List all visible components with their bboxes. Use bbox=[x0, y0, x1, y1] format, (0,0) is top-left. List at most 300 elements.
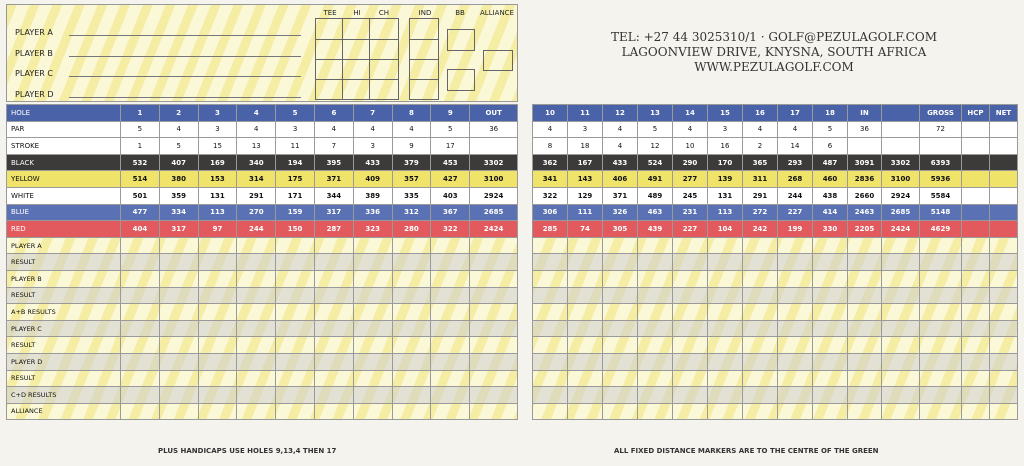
score-cell[interactable] bbox=[990, 337, 1018, 354]
score-cell[interactable] bbox=[673, 237, 708, 254]
score-cell[interactable] bbox=[813, 403, 848, 420]
score-cell[interactable] bbox=[962, 403, 990, 420]
score-cell[interactable] bbox=[198, 320, 237, 337]
score-cell[interactable] bbox=[533, 370, 568, 387]
score-cell[interactable] bbox=[848, 287, 882, 304]
score-cell[interactable] bbox=[778, 287, 813, 304]
score-cell[interactable] bbox=[778, 237, 813, 254]
player-d-line[interactable] bbox=[69, 97, 301, 98]
score-cell[interactable] bbox=[708, 353, 743, 370]
score-cell[interactable] bbox=[276, 287, 315, 304]
score-cell[interactable] bbox=[237, 353, 276, 370]
score-cell[interactable] bbox=[353, 270, 392, 287]
score-cell[interactable] bbox=[568, 353, 603, 370]
score-cell[interactable] bbox=[159, 287, 198, 304]
score-cell[interactable] bbox=[990, 287, 1018, 304]
score-cell[interactable] bbox=[470, 254, 518, 271]
score-cell[interactable] bbox=[237, 387, 276, 404]
score-cell[interactable] bbox=[882, 237, 920, 254]
score-cell[interactable] bbox=[159, 304, 198, 321]
score-cell[interactable] bbox=[533, 287, 568, 304]
score-cell[interactable] bbox=[314, 387, 353, 404]
score-cell[interactable] bbox=[708, 337, 743, 354]
score-cell[interactable] bbox=[990, 403, 1018, 420]
yellow-cell: 143 bbox=[568, 171, 603, 188]
score-cell[interactable] bbox=[198, 370, 237, 387]
score-cell[interactable] bbox=[848, 254, 882, 271]
score-cell[interactable] bbox=[603, 387, 638, 404]
score-cell[interactable] bbox=[673, 387, 708, 404]
score-cell[interactable] bbox=[237, 254, 276, 271]
score-cell[interactable] bbox=[638, 337, 673, 354]
score-cell[interactable] bbox=[743, 304, 778, 321]
score-cell[interactable] bbox=[121, 304, 160, 321]
score-cell[interactable] bbox=[708, 403, 743, 420]
score-cell[interactable] bbox=[962, 237, 990, 254]
score-cell[interactable] bbox=[673, 254, 708, 271]
score-cell[interactable] bbox=[568, 287, 603, 304]
score-cell[interactable] bbox=[431, 304, 470, 321]
score-cell[interactable] bbox=[848, 370, 882, 387]
score-cell[interactable] bbox=[237, 270, 276, 287]
score-cell[interactable] bbox=[638, 370, 673, 387]
score-cell[interactable] bbox=[743, 287, 778, 304]
score-cell[interactable] bbox=[314, 320, 353, 337]
score-cell[interactable] bbox=[121, 254, 160, 271]
score-cell[interactable] bbox=[198, 387, 237, 404]
score-cell[interactable] bbox=[920, 387, 962, 404]
score-cell[interactable] bbox=[121, 270, 160, 287]
score-cell[interactable] bbox=[882, 254, 920, 271]
score-cell[interactable] bbox=[603, 337, 638, 354]
score-cell[interactable] bbox=[276, 353, 315, 370]
score-cell[interactable] bbox=[533, 353, 568, 370]
score-cell[interactable] bbox=[708, 287, 743, 304]
score-cell[interactable] bbox=[920, 403, 962, 420]
score-cell[interactable] bbox=[568, 387, 603, 404]
score-cell[interactable] bbox=[778, 403, 813, 420]
black-cell: 6393 bbox=[920, 154, 962, 171]
score-cell[interactable] bbox=[920, 304, 962, 321]
score-cell[interactable] bbox=[920, 370, 962, 387]
score-cell[interactable] bbox=[276, 403, 315, 420]
score-cell[interactable] bbox=[638, 270, 673, 287]
score-cell[interactable] bbox=[314, 353, 353, 370]
score-cell[interactable] bbox=[778, 337, 813, 354]
score-cell[interactable] bbox=[848, 403, 882, 420]
score-cell[interactable] bbox=[673, 304, 708, 321]
stroke-label: STROKE bbox=[7, 138, 121, 155]
score-cell[interactable] bbox=[353, 370, 392, 387]
score-cell[interactable] bbox=[470, 337, 518, 354]
hole-row bbox=[7, 105, 518, 122]
score-cell[interactable] bbox=[848, 387, 882, 404]
score-cell[interactable] bbox=[813, 287, 848, 304]
score-row bbox=[7, 320, 518, 337]
score-cell[interactable] bbox=[568, 403, 603, 420]
score-cell[interactable] bbox=[882, 370, 920, 387]
score-cell[interactable] bbox=[568, 337, 603, 354]
score-cell[interactable] bbox=[603, 254, 638, 271]
score-cell[interactable] bbox=[920, 287, 962, 304]
score-cell[interactable] bbox=[353, 287, 392, 304]
red-cell: 322 bbox=[431, 221, 470, 238]
score-cell[interactable] bbox=[673, 320, 708, 337]
score-cell[interactable] bbox=[533, 304, 568, 321]
score-cell[interactable] bbox=[638, 254, 673, 271]
score-cell[interactable] bbox=[813, 237, 848, 254]
score-cell[interactable] bbox=[638, 403, 673, 420]
score-cell[interactable] bbox=[237, 287, 276, 304]
score-cell[interactable] bbox=[708, 370, 743, 387]
score-cell[interactable] bbox=[353, 353, 392, 370]
score-cell[interactable] bbox=[121, 337, 160, 354]
stroke-row bbox=[7, 138, 518, 155]
score-cell[interactable] bbox=[638, 237, 673, 254]
score-cell[interactable] bbox=[431, 320, 470, 337]
score-cell[interactable] bbox=[121, 237, 160, 254]
score-cell[interactable] bbox=[237, 237, 276, 254]
score-cell[interactable] bbox=[743, 254, 778, 271]
score-cell[interactable] bbox=[962, 337, 990, 354]
stroke-cell: 8 bbox=[533, 138, 568, 155]
score-cell[interactable] bbox=[778, 353, 813, 370]
score-cell[interactable] bbox=[603, 320, 638, 337]
score-cell[interactable] bbox=[353, 237, 392, 254]
score-cell[interactable] bbox=[813, 254, 848, 271]
score-cell[interactable] bbox=[314, 237, 353, 254]
score-cell[interactable] bbox=[353, 337, 392, 354]
score-cell[interactable] bbox=[603, 237, 638, 254]
black-cell: 3091 bbox=[848, 154, 882, 171]
score-cell[interactable] bbox=[533, 337, 568, 354]
ind-grid[interactable] bbox=[409, 18, 439, 100]
score-cell[interactable] bbox=[962, 254, 990, 271]
score-cell[interactable] bbox=[470, 237, 518, 254]
score-cell[interactable] bbox=[568, 237, 603, 254]
score-cell[interactable] bbox=[990, 254, 1018, 271]
score-cell[interactable] bbox=[813, 337, 848, 354]
score-cell[interactable] bbox=[962, 370, 990, 387]
score-cell[interactable] bbox=[708, 237, 743, 254]
score-cell[interactable] bbox=[392, 270, 431, 287]
score-cell[interactable] bbox=[533, 270, 568, 287]
score-cell[interactable] bbox=[778, 270, 813, 287]
score-cell[interactable] bbox=[314, 254, 353, 271]
score-cell[interactable] bbox=[159, 387, 198, 404]
score-cell[interactable] bbox=[431, 403, 470, 420]
score-cell[interactable] bbox=[990, 304, 1018, 321]
player-a-line[interactable] bbox=[69, 35, 301, 36]
score-cell[interactable] bbox=[237, 304, 276, 321]
score-cell[interactable] bbox=[353, 304, 392, 321]
score-cell[interactable] bbox=[568, 270, 603, 287]
stroke-cell bbox=[470, 138, 518, 155]
score-cell[interactable] bbox=[392, 287, 431, 304]
player-b-line[interactable] bbox=[69, 56, 301, 57]
score-cell[interactable] bbox=[470, 387, 518, 404]
score-cell[interactable] bbox=[314, 370, 353, 387]
score-cell[interactable] bbox=[962, 304, 990, 321]
blue-cell: 2685 bbox=[882, 204, 920, 221]
score-cell[interactable] bbox=[638, 353, 673, 370]
score-cell[interactable] bbox=[276, 237, 315, 254]
score-cell[interactable] bbox=[882, 287, 920, 304]
score-cell[interactable] bbox=[962, 353, 990, 370]
score-cell[interactable] bbox=[237, 337, 276, 354]
score-row bbox=[533, 370, 1018, 387]
back-nine-table bbox=[532, 104, 1018, 420]
alliance-box[interactable] bbox=[483, 50, 513, 71]
score-cell[interactable] bbox=[237, 320, 276, 337]
score-cell[interactable] bbox=[673, 370, 708, 387]
score-cell[interactable] bbox=[159, 370, 198, 387]
score-cell[interactable] bbox=[920, 254, 962, 271]
score-cell[interactable] bbox=[743, 320, 778, 337]
score-cell[interactable] bbox=[198, 304, 237, 321]
score-cell[interactable] bbox=[314, 287, 353, 304]
score-cell[interactable] bbox=[533, 403, 568, 420]
score-cell[interactable] bbox=[882, 304, 920, 321]
score-cell[interactable] bbox=[431, 254, 470, 271]
score-cell[interactable] bbox=[314, 337, 353, 354]
score-cell[interactable] bbox=[159, 270, 198, 287]
score-cell[interactable] bbox=[353, 387, 392, 404]
score-cell[interactable] bbox=[159, 254, 198, 271]
score-cell[interactable] bbox=[392, 337, 431, 354]
score-cell[interactable] bbox=[470, 304, 518, 321]
score-cell[interactable] bbox=[920, 353, 962, 370]
score-cell[interactable] bbox=[743, 270, 778, 287]
score-cell[interactable] bbox=[159, 353, 198, 370]
score-cell[interactable] bbox=[778, 304, 813, 321]
score-cell[interactable] bbox=[159, 403, 198, 420]
score-cell[interactable] bbox=[673, 403, 708, 420]
score-cell[interactable] bbox=[708, 387, 743, 404]
score-cell[interactable] bbox=[813, 370, 848, 387]
score-cell[interactable] bbox=[603, 270, 638, 287]
score-cell[interactable] bbox=[392, 403, 431, 420]
stroke-cell: 9 bbox=[392, 138, 431, 155]
score-cell[interactable] bbox=[603, 287, 638, 304]
score-cell[interactable] bbox=[990, 387, 1018, 404]
score-cell[interactable] bbox=[778, 370, 813, 387]
bb-box-bottom[interactable] bbox=[447, 69, 475, 91]
distance-note: ALL FIXED DISTANCE MARKERS ARE TO THE CENTRE OF THE GREEN bbox=[614, 447, 879, 455]
score-cell[interactable] bbox=[276, 254, 315, 271]
score-cell[interactable] bbox=[813, 353, 848, 370]
score-cell[interactable] bbox=[638, 387, 673, 404]
yellow-label: YELLOW bbox=[7, 171, 121, 188]
score-cell[interactable] bbox=[533, 387, 568, 404]
score-cell[interactable] bbox=[743, 337, 778, 354]
score-cell[interactable] bbox=[470, 287, 518, 304]
score-cell[interactable] bbox=[314, 304, 353, 321]
score-cell[interactable] bbox=[392, 237, 431, 254]
score-cell[interactable] bbox=[431, 370, 470, 387]
score-cell[interactable] bbox=[882, 320, 920, 337]
score-cell[interactable] bbox=[159, 320, 198, 337]
score-cell[interactable] bbox=[638, 304, 673, 321]
score-cell[interactable] bbox=[353, 254, 392, 271]
player-c-line[interactable] bbox=[69, 76, 301, 77]
score-cell[interactable] bbox=[882, 337, 920, 354]
score-cell[interactable] bbox=[990, 270, 1018, 287]
score-cell[interactable] bbox=[962, 387, 990, 404]
score-cell[interactable] bbox=[882, 387, 920, 404]
score-cell[interactable] bbox=[470, 403, 518, 420]
score-cell[interactable] bbox=[121, 387, 160, 404]
score-cell[interactable] bbox=[392, 254, 431, 271]
score-cell[interactable] bbox=[848, 270, 882, 287]
score-cell[interactable] bbox=[533, 320, 568, 337]
score-cell[interactable] bbox=[237, 403, 276, 420]
score-cell[interactable] bbox=[198, 237, 237, 254]
score-cell[interactable] bbox=[813, 320, 848, 337]
handicap-grid[interactable] bbox=[315, 18, 399, 100]
score-cell[interactable] bbox=[603, 403, 638, 420]
score-cell[interactable] bbox=[743, 387, 778, 404]
score-cell[interactable] bbox=[159, 237, 198, 254]
score-cell[interactable] bbox=[121, 287, 160, 304]
score-cell[interactable] bbox=[392, 320, 431, 337]
score-cell[interactable] bbox=[778, 387, 813, 404]
score-cell[interactable] bbox=[276, 387, 315, 404]
score-cell[interactable] bbox=[276, 370, 315, 387]
score-cell[interactable] bbox=[673, 287, 708, 304]
yellow-cell: 371 bbox=[314, 171, 353, 188]
score-cell[interactable] bbox=[198, 353, 237, 370]
score-cell[interactable] bbox=[882, 403, 920, 420]
score-cell[interactable] bbox=[392, 353, 431, 370]
score-cell[interactable] bbox=[237, 370, 276, 387]
score-cell[interactable] bbox=[778, 254, 813, 271]
score-cell[interactable] bbox=[743, 370, 778, 387]
score-cell[interactable] bbox=[708, 270, 743, 287]
score-cell[interactable] bbox=[603, 370, 638, 387]
score-cell[interactable] bbox=[533, 254, 568, 271]
score-cell[interactable] bbox=[603, 353, 638, 370]
score-cell[interactable] bbox=[603, 304, 638, 321]
score-cell[interactable] bbox=[962, 320, 990, 337]
score-cell[interactable] bbox=[848, 353, 882, 370]
red-cell: 280 bbox=[392, 221, 431, 238]
score-cell[interactable] bbox=[198, 337, 237, 354]
score-cell[interactable] bbox=[470, 320, 518, 337]
red-cell: 2424 bbox=[882, 221, 920, 238]
score-cell[interactable] bbox=[813, 304, 848, 321]
score-cell[interactable] bbox=[990, 320, 1018, 337]
score-cell[interactable] bbox=[708, 320, 743, 337]
score-cell[interactable] bbox=[638, 287, 673, 304]
score-cell[interactable] bbox=[470, 353, 518, 370]
score-cell[interactable] bbox=[121, 403, 160, 420]
score-cell[interactable] bbox=[673, 353, 708, 370]
contact-website[interactable]: WWW.PEZULAGOLF.COM bbox=[694, 60, 854, 74]
score-cell[interactable] bbox=[431, 237, 470, 254]
score-cell[interactable] bbox=[470, 370, 518, 387]
score-cell[interactable] bbox=[276, 337, 315, 354]
score-cell[interactable] bbox=[848, 237, 882, 254]
score-cell[interactable] bbox=[533, 237, 568, 254]
score-cell[interactable] bbox=[920, 237, 962, 254]
score-cell[interactable] bbox=[431, 270, 470, 287]
score-cell[interactable] bbox=[990, 353, 1018, 370]
score-cell[interactable] bbox=[708, 254, 743, 271]
bb-box-top[interactable] bbox=[447, 29, 475, 51]
score-cell[interactable] bbox=[743, 353, 778, 370]
score-cell[interactable] bbox=[392, 370, 431, 387]
score-cell[interactable] bbox=[673, 337, 708, 354]
score-row bbox=[7, 270, 518, 287]
score-cell[interactable] bbox=[962, 270, 990, 287]
score-cell[interactable] bbox=[159, 337, 198, 354]
score-cell[interactable] bbox=[276, 304, 315, 321]
score-cell[interactable] bbox=[392, 387, 431, 404]
score-cell[interactable] bbox=[431, 337, 470, 354]
score-cell[interactable] bbox=[920, 337, 962, 354]
score-cell[interactable] bbox=[276, 320, 315, 337]
score-cell[interactable] bbox=[920, 320, 962, 337]
score-cell[interactable] bbox=[470, 270, 518, 287]
score-cell[interactable] bbox=[962, 287, 990, 304]
score-cell[interactable] bbox=[121, 370, 160, 387]
score-cell[interactable] bbox=[882, 353, 920, 370]
score-cell[interactable] bbox=[990, 237, 1018, 254]
score-cell[interactable] bbox=[568, 320, 603, 337]
score-cell[interactable] bbox=[121, 320, 160, 337]
score-cell[interactable] bbox=[276, 270, 315, 287]
score-cell[interactable] bbox=[638, 320, 673, 337]
score-cell[interactable] bbox=[198, 254, 237, 271]
score-cell[interactable] bbox=[568, 254, 603, 271]
score-cell[interactable] bbox=[990, 370, 1018, 387]
score-cell[interactable] bbox=[848, 304, 882, 321]
score-cell[interactable] bbox=[568, 304, 603, 321]
score-cell[interactable] bbox=[568, 370, 603, 387]
score-cell[interactable] bbox=[813, 270, 848, 287]
black-cell: 293 bbox=[778, 154, 813, 171]
score-cell[interactable] bbox=[314, 403, 353, 420]
score-cell[interactable] bbox=[778, 320, 813, 337]
yellow-cell: 314 bbox=[237, 171, 276, 188]
score-cell[interactable] bbox=[121, 353, 160, 370]
score-cell[interactable] bbox=[920, 270, 962, 287]
score-cell[interactable] bbox=[882, 270, 920, 287]
score-cell[interactable] bbox=[314, 270, 353, 287]
score-cell[interactable] bbox=[431, 353, 470, 370]
score-cell[interactable] bbox=[353, 403, 392, 420]
score-cell[interactable] bbox=[673, 270, 708, 287]
score-cell[interactable] bbox=[392, 304, 431, 321]
score-cell[interactable] bbox=[708, 304, 743, 321]
white-cell: 344 bbox=[314, 187, 353, 204]
score-cell[interactable] bbox=[431, 287, 470, 304]
score-cell[interactable] bbox=[848, 320, 882, 337]
score-cell[interactable] bbox=[743, 237, 778, 254]
yellow-cell: 491 bbox=[638, 171, 673, 188]
yellow-cell: 2836 bbox=[848, 171, 882, 188]
score-cell[interactable] bbox=[848, 337, 882, 354]
hole-number: 5 bbox=[276, 105, 315, 122]
score-cell[interactable] bbox=[353, 320, 392, 337]
score-cell[interactable] bbox=[198, 270, 237, 287]
score-cell[interactable] bbox=[198, 287, 237, 304]
score-cell[interactable] bbox=[743, 403, 778, 420]
score-cell[interactable] bbox=[431, 387, 470, 404]
score-cell[interactable] bbox=[198, 403, 237, 420]
score-cell[interactable] bbox=[813, 387, 848, 404]
